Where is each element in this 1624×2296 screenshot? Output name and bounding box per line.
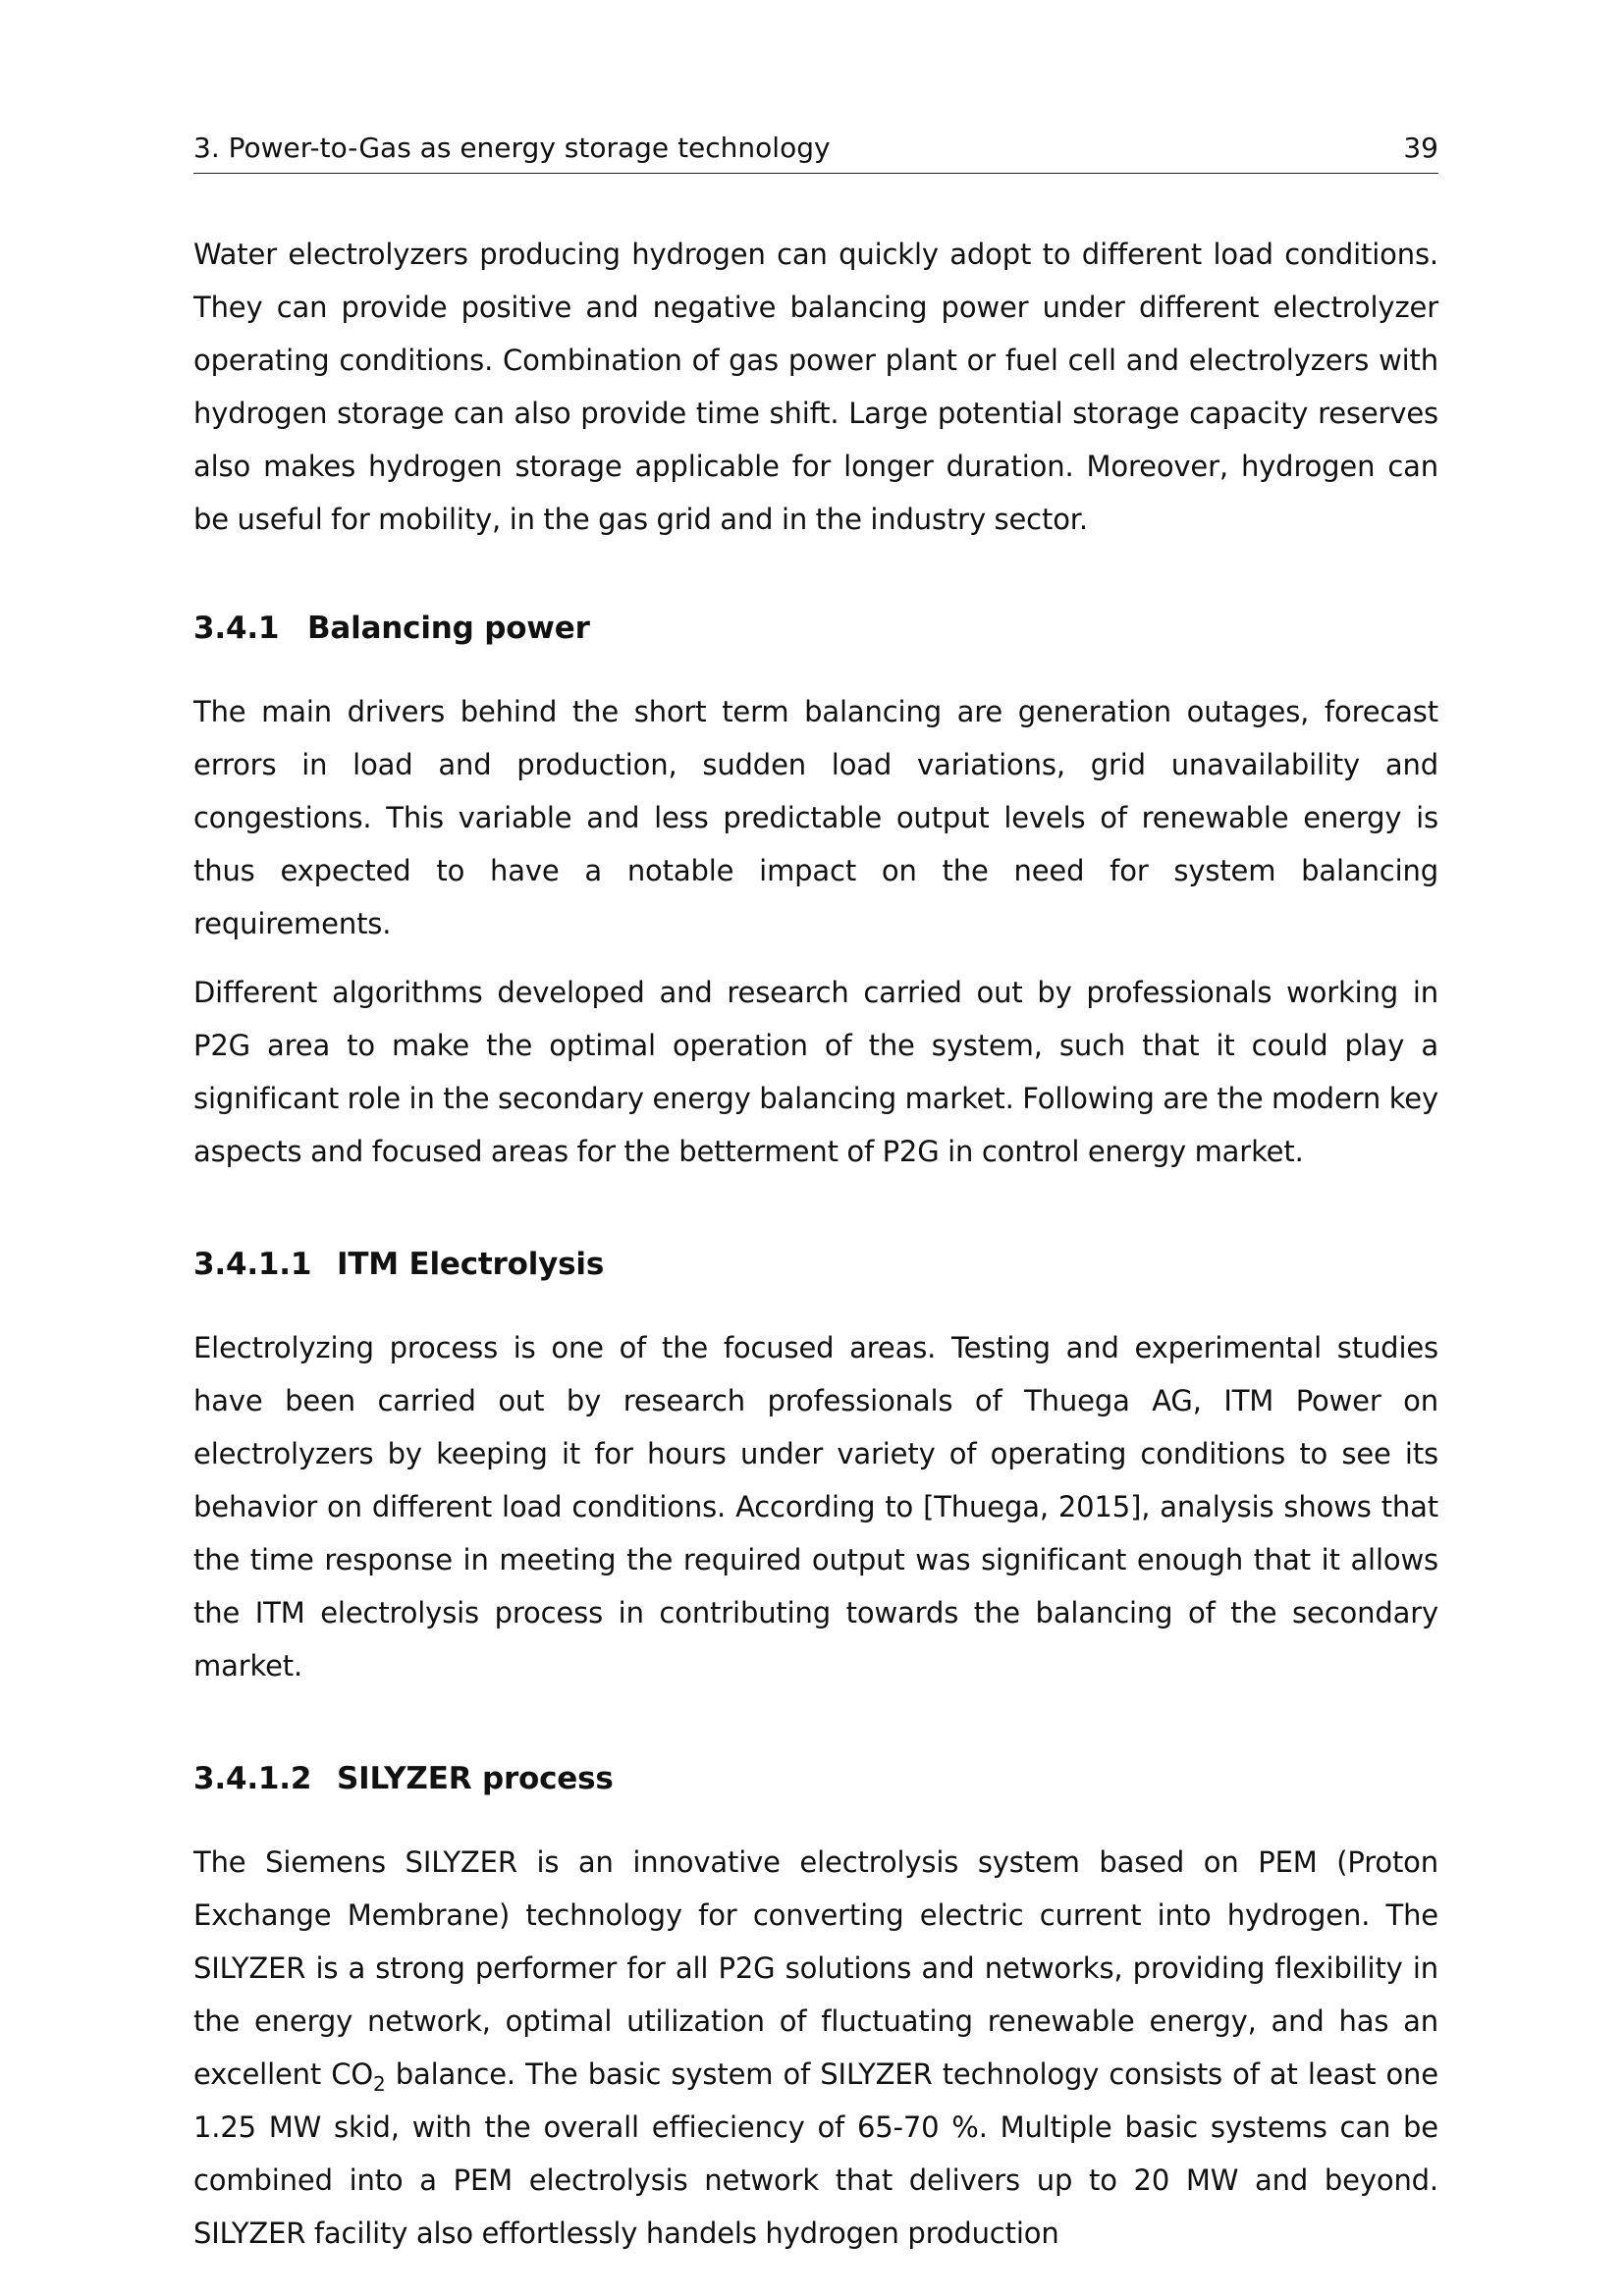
section-heading-3-4-1 — [193, 611, 1438, 646]
balancing-paragraph-2: Different algorithms developed and research carried out by professionals working in P2G area to make the optimal operation of the system, such that it could play a significant role in the secondary energy balancing market. Following are the modern key aspects and focused areas for the betterment of P2G in control energy market. — [193, 976, 1439, 1168]
section-title: SILYZER process — [337, 1761, 614, 1796]
chapter-title: 3. Power-to-Gas as energy storage technology — [193, 132, 831, 164]
section-number: 3.4.1.2 — [193, 1761, 312, 1796]
section-number: 3.4.1 — [193, 611, 280, 646]
page-number: 39 — [1403, 132, 1438, 164]
intro-paragraph: Water electrolyzers producing hydrogen can quickly adopt to different load conditions. They can provide positive and negative balancing power under different electrolyzer operating conditions. Combination of gas power plant or fuel cell and electrolyzers with hydrogen storage can also provide time shift. Large potential storage capacity reserves also makes hydrogen storage applicable for longer duration. Moreover, hydrogen can be useful for mobility, in the gas grid and in the industry sector. — [193, 238, 1438, 536]
section-title: ITM Electrolysis — [337, 1247, 605, 1282]
section-heading-3-4-1-1 — [193, 1247, 1438, 1282]
section-heading-3-4-1-2 — [193, 1761, 1438, 1796]
balancing-paragraph-1: The main drivers behind the short term balancing are generation outages, forecast errors in load and production, sudden load variations, grid unavailability and congestions. This variable and less predictable output levels of renewable energy is thus expected to have a notable impact on the need for system balancing requirements. — [193, 695, 1438, 940]
silyzer-text-part-1: The Siemens SILYZER is an innovative electrolysis system based on PEM (Proton Exchange Membrane) technology for converting electric current into hydrogen. The SILYZER is a strong performer for all P2G solutions and networks, providing flexibility in the energy network, optimal utilization of fluctuating renewable energy, and has an excellent CO — [193, 1845, 1438, 2091]
silyzer-text-part-2: balance. The basic system of SILYZER technology consists of at least one 1.25 MW skid, with the overall effieciency of 65-70 %. Multiple basic systems can be combined into a PEM electrolysis network that delivers up to 20 MW and beyond. SILYZER facility also effortlessly handels hydrogen production — [193, 2057, 1438, 2250]
running-header — [193, 128, 1438, 174]
itm-paragraph: Electrolyzing process is one of the focused areas. Testing and experimental studies have been carried out by research professionals of Thuega AG, ITM Power on electrolyzers by keeping it for hours under variety of operating conditions to see its behavior on different load conditions. According to [Thuega, 2015], analysis shows that the time response in meeting the required output was significant enough that it allows the ITM electrolysis process in contributing towards the balancing of the secondary market. — [193, 1331, 1438, 1682]
page-body — [193, 228, 1438, 2260]
section-number: 3.4.1.1 — [193, 1247, 312, 1282]
silyzer-paragraph — [193, 1836, 1438, 2260]
section-title: Balancing power — [307, 611, 590, 646]
co2-subscript: 2 — [373, 2071, 386, 2096]
